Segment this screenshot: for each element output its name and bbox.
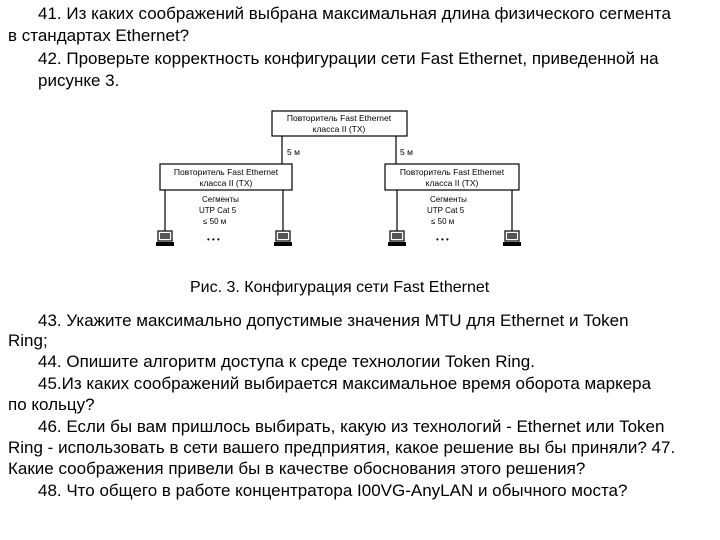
question-42-line1: 42. Проверьте корректность конфигурации сети Fast Ethernet, приведенной на: [38, 49, 659, 68]
computer-icon: [388, 231, 406, 246]
right-ellipsis: • • •: [436, 235, 449, 244]
left-segments-label-2: UTP Cat 5: [199, 206, 237, 215]
left-segments-label-3: ≤ 50 м: [203, 217, 227, 226]
question-46-line2: Ring - использовать в сети вашего предприятия, какое решение вы бы приняли? 47.: [8, 438, 676, 457]
question-46-line1: 46. Если бы вам пришлось выбирать, какую из технологий - Ethernet или Token: [38, 417, 665, 436]
left-ellipsis: • • •: [207, 235, 220, 244]
question-41-line2: в стандартах Ethernet?: [8, 26, 190, 45]
question-44: 44. Опишите алгоритм доступа к среде технологии Token Ring.: [38, 352, 535, 371]
right-segments-label-1: Сегменты: [430, 195, 467, 204]
right-repeater-label-2: класса II (TX): [425, 178, 479, 188]
question-42-line2: рисунке 3.: [38, 71, 120, 90]
left-repeater-label-1: Повторитель Fast Ethernet: [173, 167, 279, 177]
question-43-line2: Ring;: [8, 331, 48, 350]
computer-icon: [503, 231, 521, 246]
computer-icon: [156, 231, 174, 246]
question-45-line1: 45.Из каких соображений выбирается максимальное время оборота маркера: [38, 374, 652, 393]
right-segments-label-2: UTP Cat 5: [427, 206, 465, 215]
computer-icon: [274, 231, 292, 246]
top-repeater-label-2: класса II (TX): [312, 124, 366, 134]
right-link-length: 5 м: [400, 147, 413, 157]
question-45-line2: по кольцу?: [8, 395, 95, 414]
left-repeater-label-2: класса II (TX): [199, 178, 253, 188]
figure-caption: Рис. 3. Конфигурация сети Fast Ethernet: [190, 279, 490, 296]
left-link-length: 5 м: [287, 147, 300, 157]
question-48: 48. Что общего в работе концентратора I00VG-AnyLAN и обычного моста?: [38, 481, 628, 500]
question-41-line1: 41. Из каких соображений выбрана максимальная длина физического сегмента: [38, 4, 671, 23]
question-46-line3: Какие соображения привели бы в качестве обоснования этого решения?: [8, 459, 586, 478]
left-segments-label-1: Сегменты: [202, 195, 239, 204]
question-43-line1: 43. Укажите максимально допустимые значения MTU для Ethernet и Token: [38, 311, 629, 330]
right-segments-label-3: ≤ 50 м: [431, 217, 455, 226]
right-repeater-label-1: Повторитель Fast Ethernet: [399, 167, 505, 177]
top-repeater-label-1: Повторитель Fast Ethernet: [286, 113, 392, 123]
